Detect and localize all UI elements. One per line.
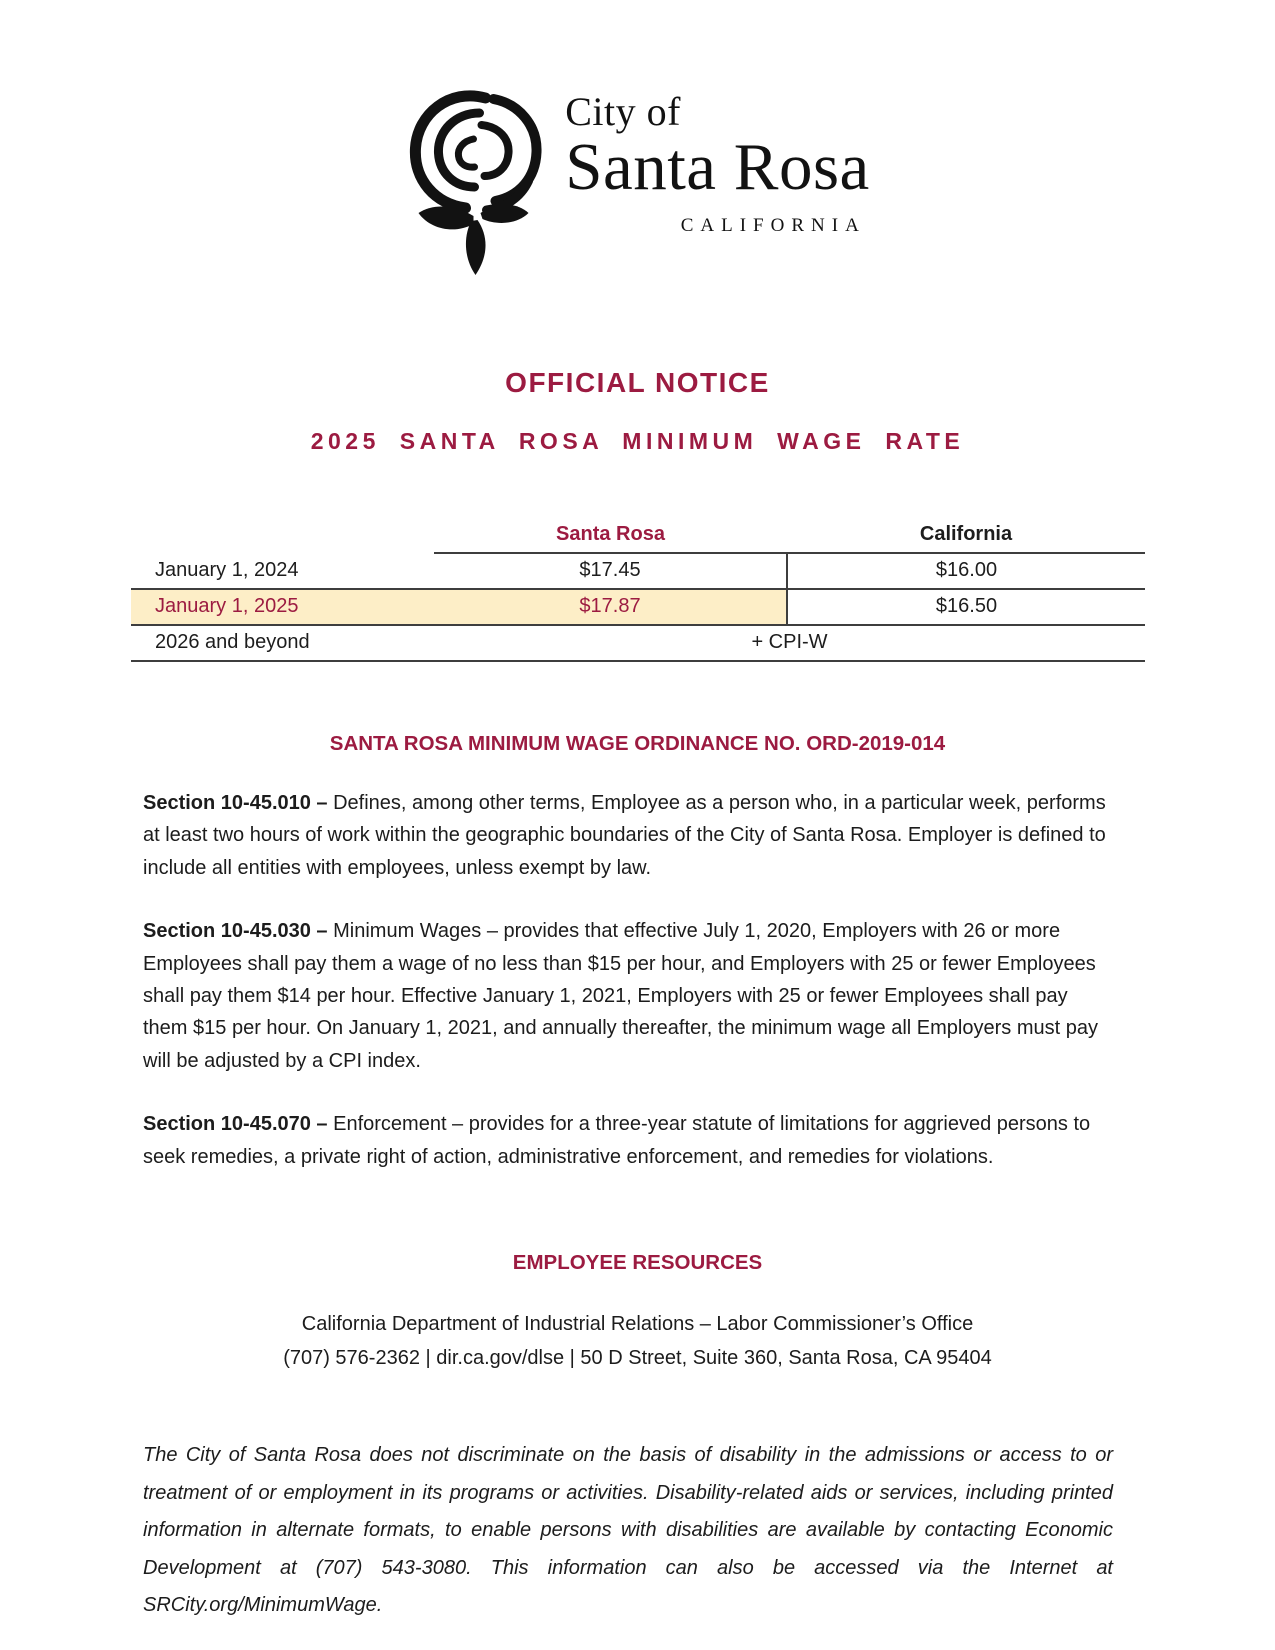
city-logo xyxy=(0,0,1275,291)
resources-contact-line: (707) 576-2362 | dir.ca.gov/dlse | 50 D Street, Suite 360, Santa Rosa, CA 95404 xyxy=(283,1346,992,1369)
logo-california: CALIFORNIA xyxy=(680,215,866,236)
section-text: Defines, among other terms, Employee as a person who, in a particular week, performs at least two hours of work within the geographic boundaries of the City of Santa Rosa. Employer is defined to include all entities with employees, unless exempt by law. xyxy=(143,792,1106,879)
ordinance-sections xyxy=(0,787,1275,1173)
ordinance-heading: SANTA ROSA MINIMUM WAGE ORDINANCE NO. ORD-2019-014 xyxy=(329,732,946,755)
header-santa-rosa: Santa Rosa xyxy=(434,518,787,553)
section-number: Section 10-45.030 – xyxy=(143,920,334,943)
table-row xyxy=(131,625,1145,661)
header-empty-cell xyxy=(131,518,434,553)
section-10-45-030 xyxy=(143,915,1113,1077)
logo-santa-rosa: Santa Rosa xyxy=(565,130,870,204)
date-cell: 2026 and beyond xyxy=(131,625,434,661)
date-cell: January 1, 2024 xyxy=(131,553,434,589)
employee-resources-heading: EMPLOYEE RESOURCES xyxy=(512,1250,763,1274)
santa-rosa-rate-cell: $17.45 xyxy=(434,553,787,589)
table-row xyxy=(131,553,1145,589)
wage-rate-table xyxy=(131,518,1145,662)
section-number: Section 10-45.010 – xyxy=(143,792,334,814)
header-california: California xyxy=(787,518,1145,553)
section-10-45-010 xyxy=(143,787,1113,884)
employee-resources-contact xyxy=(0,1307,1275,1375)
page-title: OFFICIAL NOTICE xyxy=(505,367,770,398)
logo-city-of: City of xyxy=(565,89,681,134)
rose-icon xyxy=(405,86,555,291)
section-text: Minimum Wages – provides that effective July 1, 2020, Employers with 26 or more Employees shall pay them a wage of no less than $15 per hour, and Employers with 25 or fewer Employees shall pay them $14 per hour. Effective January 1, 2021, Employers with 25 or fewer Employees shall pay them $15 per hour. On January 1, 2021, and annually thereafter, the minimum wage all Employers must pay will be adjusted by a CPI index. xyxy=(143,920,1098,1072)
section-number: Section 10-45.070 – xyxy=(143,1113,334,1136)
resources-office-line: California Department of Industrial Relations – Labor Commissioner’s Office xyxy=(301,1312,974,1335)
page-subtitle: 2025 SANTA ROSA MINIMUM WAGE RATE xyxy=(310,428,965,454)
section-text: Enforcement – provides for a three-year statute of limitations for aggrieved persons to seek remedies, a private right of action, administrative enforcement, and remedies for violations. xyxy=(143,1113,1091,1168)
logo-wordmark xyxy=(565,84,870,237)
table-header-row xyxy=(131,518,1145,553)
date-cell: January 1, 2025 xyxy=(131,589,434,625)
table-row-highlighted xyxy=(131,589,1145,625)
santa-rosa-rate-cell: $17.87 xyxy=(434,589,787,625)
section-10-45-070 xyxy=(143,1108,1113,1173)
california-rate-cell: $16.50 xyxy=(787,589,1145,625)
cpi-cell: + CPI-W xyxy=(434,625,1145,661)
california-rate-cell: $16.00 xyxy=(787,553,1145,589)
disability-disclaimer: The City of Santa Rosa does not discriminate on the basis of disability in the admissions or access to or treatment of or employment in its programs or activities. Disability-related aids or services, including printed information in alternate formats, to enable persons with disabilities are available by contacting Economic Development at (707) 543-3080. This information can also be accessed via the Internet at SRCity.org/MinimumWage. xyxy=(143,1443,1113,1617)
